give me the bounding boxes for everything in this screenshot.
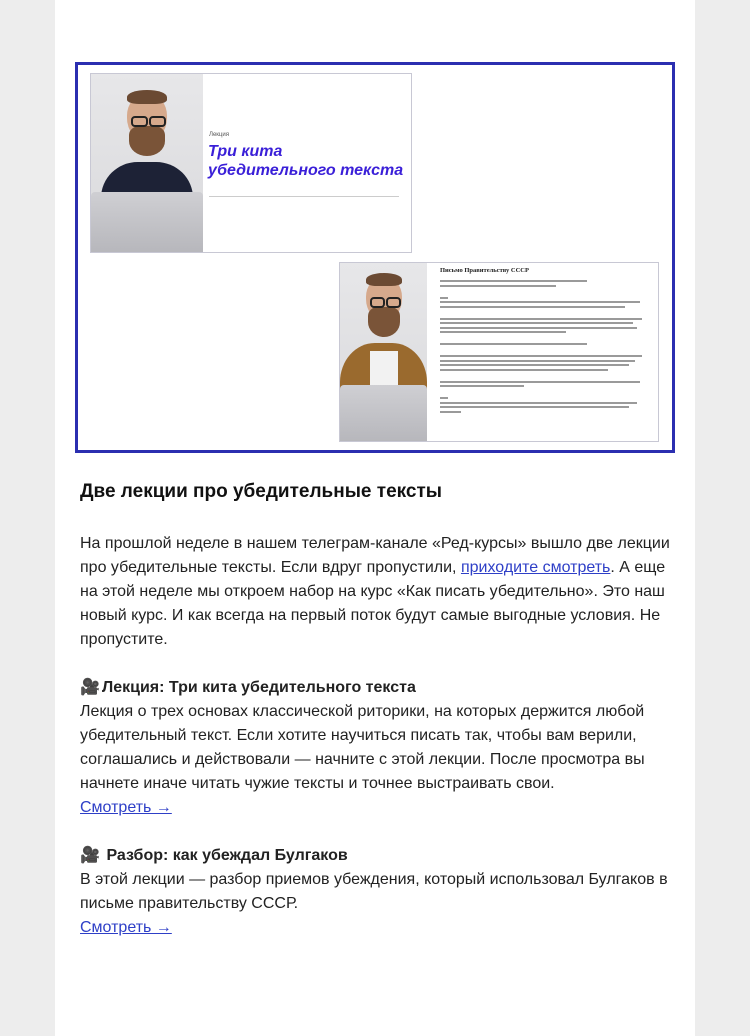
lecture-1-description: Лекция о трех основах классической риторики, на которых держится любой убедительный текст. Если хотите научиться писать так, чтобы вам верили, соглашались и действовали — начните с этой лекции. После просмотра вы начнете иначе читать чужие тексты и точнее выстраивать свои. xyxy=(80,703,645,792)
intro-text-end: . А еще на этой неделе мы откроем набор на курс «Как писать убедительно». Это наш новый курс. И как всегда на первый поток будут самые выгодные условия. Не пропустите. xyxy=(80,559,666,648)
lecture-1-link-row xyxy=(80,796,670,820)
lecture-1-heading xyxy=(80,676,670,700)
letter-title: Письмо Правительству СССР xyxy=(440,267,529,274)
slide-title: Три кита убедительного текста xyxy=(208,143,404,179)
lecture-preview-2[interactable] xyxy=(339,262,659,442)
email-card xyxy=(55,0,695,1036)
hero-image[interactable] xyxy=(75,62,675,453)
speaker-photo xyxy=(91,74,203,252)
lecture-2-link-row xyxy=(80,916,670,940)
lecture-2-title: Разбор: как убеждал Булгаков xyxy=(102,847,348,864)
lecture-1-title: Лекция: Три кита убедительного текста xyxy=(102,679,416,696)
lecture-1-watch-link[interactable]: Смотреть → xyxy=(80,799,172,816)
video-camera-icon: 🎥 xyxy=(80,679,100,696)
lecture-2-description: В этой лекции — разбор приемов убеждения, который использовал Булгаков в письме правительству СССР. xyxy=(80,871,668,912)
intro-paragraph xyxy=(80,532,670,652)
article-title: Две лекции про убедительные тексты xyxy=(80,481,443,502)
video-camera-icon-2: 🎥 xyxy=(80,847,100,864)
letter-document xyxy=(440,267,650,415)
slide-divider xyxy=(209,196,399,197)
slide-kicker: Лекция xyxy=(209,132,229,138)
lecture-2-watch-link[interactable]: Смотреть → xyxy=(80,919,172,936)
lecture-2-heading xyxy=(80,844,670,868)
speaker-photo-2 xyxy=(340,263,427,441)
watch-lectures-link[interactable]: приходите смотреть xyxy=(460,559,611,576)
lecture-preview-1[interactable] xyxy=(90,73,412,253)
intro-text-start: На прошлой неделе в нашем телеграм-канале «Ред-курсы» вышло две лекции про убедительные тексты. Если вдруг пропустили, xyxy=(80,535,670,576)
